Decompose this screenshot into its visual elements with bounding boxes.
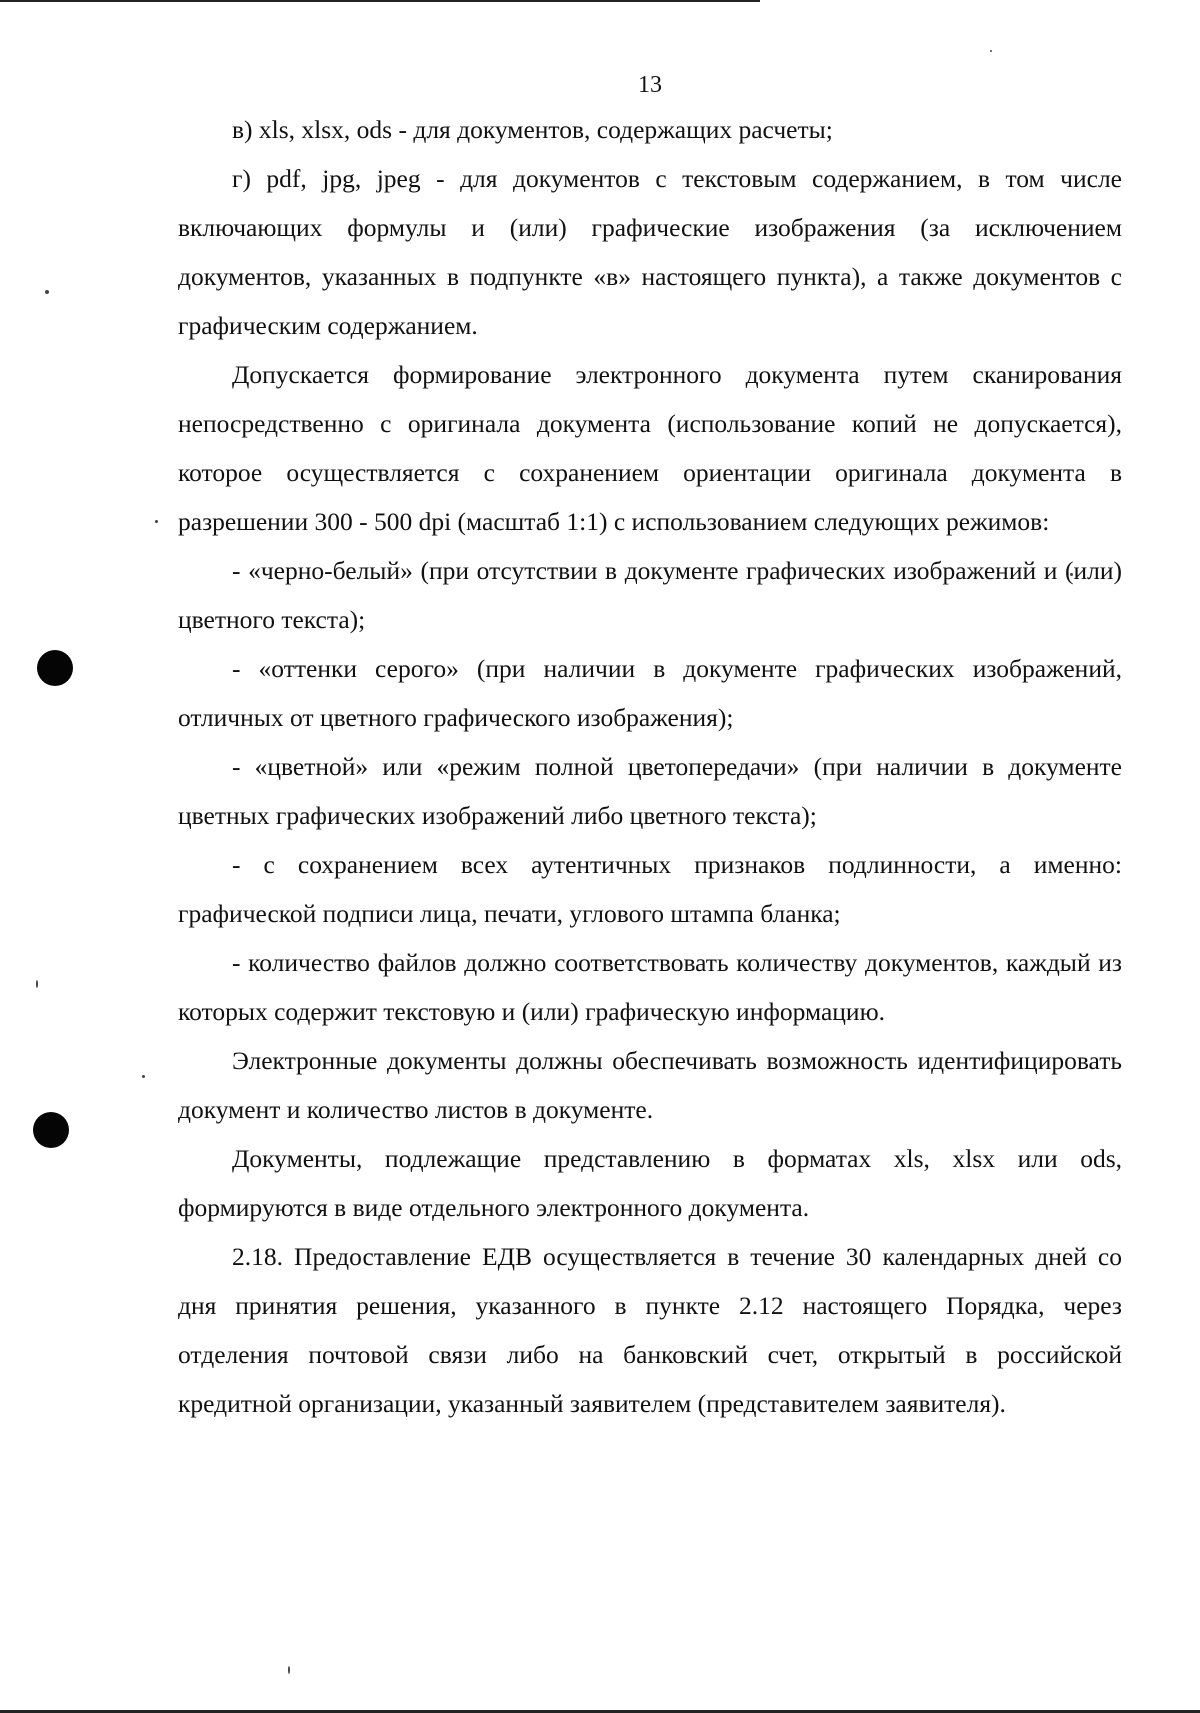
paragraph-mode-grayscale: - «оттенки серого» (при наличии в документе графических изображений, отличных от цветного графического изображения);	[178, 654, 1122, 732]
scan-speck	[142, 1075, 145, 1078]
document-body	[178, 105, 1122, 1428]
punch-hole	[33, 1112, 69, 1148]
paragraph-spreadsheets: Документы, подлежащие представлению в форматах xls, xlsx или ods, формируются в виде отдельного электронного документа.	[178, 1144, 1122, 1222]
paragraph-mode-bw: - «черно-белый» (при отсутствии в документе графических изображений и (или) цветного текста);	[178, 556, 1122, 634]
paragraph-authenticity: - с сохранением всех аутентичных признаков подлинности, а именно: графической подписи лица, печати, углового штампа бланка;	[178, 850, 1122, 928]
top-scan-edge	[0, 0, 760, 2]
paragraph-mode-color: - «цветной» или «режим полной цветопередачи» (при наличии в документе цветных графических изображений либо цветного текста);	[178, 752, 1122, 830]
paragraph-identification: Электронные документы должны обеспечивать возможность идентифицировать документ и количество листов в документе.	[178, 1046, 1122, 1124]
scan-speck	[45, 290, 49, 294]
paragraph-file-count: - количество файлов должно соответствовать количеству документов, каждый из которых содержит текстовую и (или) графическую информацию.	[178, 948, 1122, 1026]
scan-speck	[36, 980, 38, 988]
scan-speck	[990, 50, 992, 52]
paragraph-item-v: в) xls, xlsx, ods - для документов, содержащих расчеты;	[232, 115, 833, 144]
scan-speck	[288, 1666, 290, 1674]
paragraph-2-18: 2.18. Предоставление ЕДВ осуществляется в течение 30 календарных дней со дня принятия решения, указанного в пункте 2.12 настоящего Порядка, через отделения почтовой связи либо на банковский счет, открытый в российской кредитной организации, указанный заявителем (представителем заявителя).	[178, 1242, 1122, 1418]
scan-speck	[155, 520, 158, 523]
paragraph-item-g: г) pdf, jpg, jpeg - для документов с текстовым содержанием, в том числе включающих формулы и (или) графические изображения (за исключением документов, указанных в подпункте «в» настоящего пункта), а также документов с графическим содержанием.	[178, 164, 1122, 340]
paragraph-scanning: Допускается формирование электронного документа путем сканирования непосредственно с оригинала документа (использование копий не допускается), которое осуществляется с сохранением ориентации оригинала документа в разрешении 300 - 500 dpi (масштаб 1:1) с использованием следующих режимов:	[178, 360, 1122, 536]
punch-hole	[37, 650, 73, 686]
page-number: 13	[638, 72, 662, 98]
